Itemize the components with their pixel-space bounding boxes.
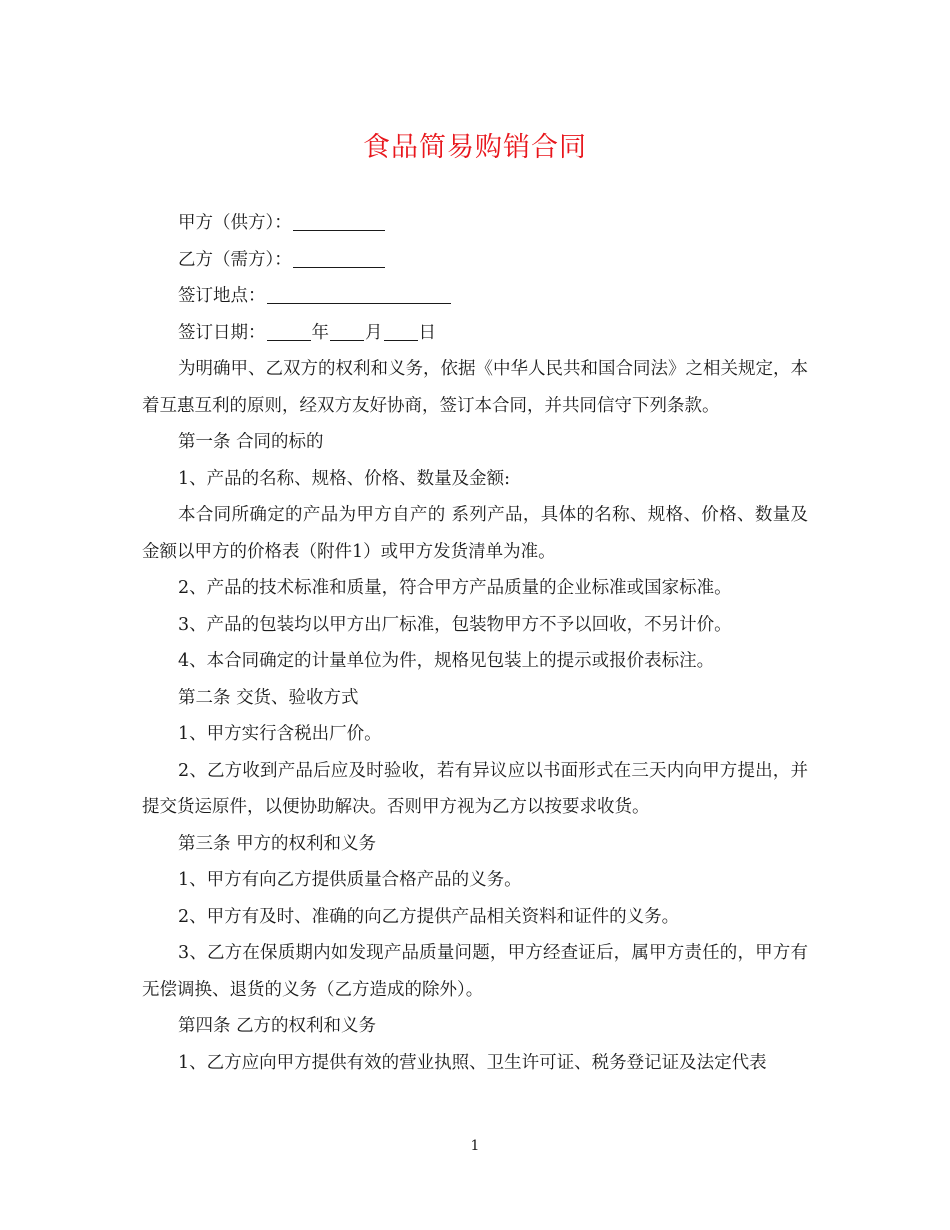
article-heading: 第四条 乙方的权利和义务 xyxy=(178,1016,377,1036)
document-body xyxy=(142,205,808,1081)
article-heading: 第一条 合同的标的 xyxy=(178,432,324,452)
party-a-field xyxy=(142,205,808,242)
paragraph: 本合同所确定的产品为甲方自产的 系列产品，具体的名称、规格、价格、数量及金额以甲方的价格表（附件1）或甲方发货清单为准。 xyxy=(142,505,808,562)
paragraph: 4、本合同确定的计量单位为件，规格见包装上的提示或报价表标注。 xyxy=(178,651,715,671)
party-b-field xyxy=(142,242,808,279)
date-field xyxy=(142,315,808,352)
paragraph: 1、甲方实行含税出厂价。 xyxy=(178,724,382,744)
party-b-blank xyxy=(293,249,385,268)
paragraph: 2、乙方收到产品后应及时验收，若有异议应以书面形式在三天内向甲方提出，并提交货运原件，以便协助解决。否则甲方视为乙方以按要求收货。 xyxy=(142,760,808,817)
year-blank xyxy=(267,322,311,341)
party-a-blank xyxy=(293,213,385,232)
party-a-label: 甲方（供方）： xyxy=(178,213,292,233)
place-blank xyxy=(267,286,451,305)
article-heading: 第二条 交货、验收方式 xyxy=(178,687,359,708)
year-label: 年 xyxy=(311,322,329,343)
paragraph: 2、产品的技术标准和质量，符合甲方产品质量的企业标准或国家标准。 xyxy=(178,578,732,598)
document-title: 食品简易购销合同 xyxy=(363,132,587,163)
day-label: 日 xyxy=(418,322,436,343)
month-label: 月 xyxy=(365,322,383,343)
paragraph: 1、甲方有向乙方提供质量合格产品的义务。 xyxy=(178,870,522,890)
place-field xyxy=(142,278,808,315)
article-heading: 第三条 甲方的权利和义务 xyxy=(178,833,377,854)
paragraph: 1、产品的名称、规格、价格、数量及金额: xyxy=(178,468,511,489)
paragraph: 为明确甲、乙双方的权利和义务，依据《中华人民共和国合同法》之相关规定，本着互惠互利的原则，经双方友好协商，签订本合同，并共同信守下列条款。 xyxy=(142,359,808,416)
paragraph: 3、产品的包装均以甲方出厂标准，包装物甲方不予以回收，不另计价。 xyxy=(178,614,732,635)
date-label: 签订日期： xyxy=(178,322,266,343)
month-blank xyxy=(330,322,364,341)
party-b-label: 乙方（需方）： xyxy=(178,249,292,270)
page-number: 1 xyxy=(470,1138,480,1154)
paragraph: 2、甲方有及时、准确的向乙方提供产品相关资料和证件的义务。 xyxy=(178,906,680,927)
paragraph: 1、乙方应向甲方提供有效的营业执照、卫生许可证、税务登记证及法定代表 xyxy=(178,1052,767,1073)
place-label: 签订地点： xyxy=(178,286,266,306)
day-blank xyxy=(384,322,418,341)
paragraph: 3、乙方在保质期内如发现产品质量问题，甲方经查证后，属甲方责任的，甲方有无偿调换、退货的义务（乙方造成的除外）。 xyxy=(142,943,808,1000)
